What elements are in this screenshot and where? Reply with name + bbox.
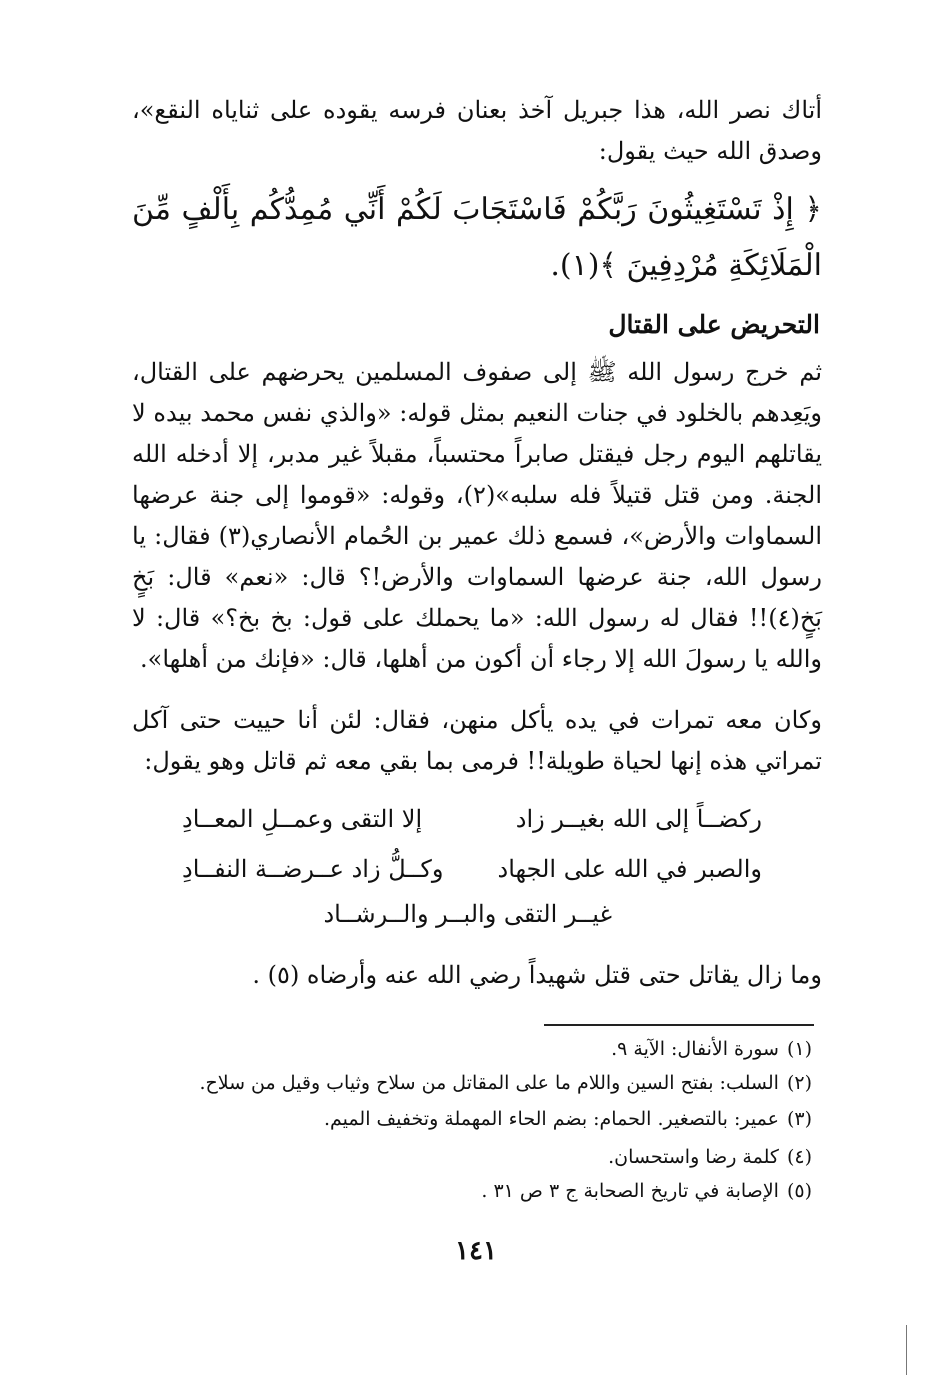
footnote <box>611 1038 812 1070</box>
poem-hemistich-left: إلا التقى وعمــلِ المعــادِ <box>182 805 423 833</box>
paragraph-2: ثم خرج رسول الله ﷺ إلى صفوف المسلمين يحرضهم على القتال، ويَعِدهم بالخلود في جنات النعيم بمثل قوله: «والذي نفس محمد بيده لا يقاتلهم اليوم رجل فيقتل صابراً محتسباً، مقبلاً غير مدبر، إلا أدخله الله الجنة. ومن قتل قتيلاً فله سلبه»(٢)، وقوله: «قوموا إلى جنة عرضها السماوات والأرض»، فسمع ذلك عمير بن الحُمام الأنصاري(٣) فقال: يا رسول الله، جنة عرضها السماوات والأرض!؟ قال: «نعم» قال: بَخٍ بَخٍ(٤)!! فقال له رسول الله: «ما يحملك على قول: بخ بخ؟» قال: لا والله يا رسولَ الله إلا رجاء أن أكون من أهلها، قال: «فإنك من أهلها». <box>132 358 823 673</box>
poem-hemistich-right: والصبر في الله على الجهاد <box>497 855 762 883</box>
poem-line <box>162 900 762 940</box>
paragraph-4: وما زال يقاتل حتى قتل شهيداً رضي الله عنه وأرضاه (٥) . <box>252 961 822 989</box>
footnote-number: (٥) <box>786 1180 812 1202</box>
paragraph-1: أتاك نصر الله، هذا جبريل آخذ بعنان فرسه يقوده على ثناياه النقع»، وصدق الله حيث يقول: <box>132 96 822 165</box>
footnote-separator <box>544 1024 814 1026</box>
footnote-number: (٢) <box>786 1072 812 1094</box>
footnote-number: (٤) <box>786 1146 812 1168</box>
poem-line <box>162 855 762 895</box>
poem-hemistich-center: غيــر التقى والبــر والــرشــاد <box>323 900 612 928</box>
poem-line <box>162 805 762 845</box>
footnote-text: الإصابة في تاريخ الصحابة ج ٣ ص ٣١ . <box>481 1180 779 1202</box>
footnote <box>608 1146 812 1178</box>
poem-hemistich-left: وكــلُّ زاد عــرضــة النفــادِ <box>182 855 444 883</box>
section-heading: التحريض على القتال <box>608 310 820 339</box>
footnote-text: عمير: بالتصغير. الحمام: بضم الحاء المهملة وتخفيف الميم. <box>324 1108 779 1130</box>
footnote <box>199 1072 812 1104</box>
scan-edge-line <box>906 1325 907 1375</box>
footnote-number: (٣) <box>786 1108 812 1130</box>
footnote <box>481 1180 812 1212</box>
footnote-text: سورة الأنفال: الآية ٩. <box>611 1038 779 1060</box>
footnote-text: كلمة رضا واستحسان. <box>608 1146 779 1168</box>
footnote-number: (١) <box>786 1038 812 1060</box>
page-number: ١٤١ <box>455 1236 497 1266</box>
paragraph-3: وكان معه تمرات في يده يأكل منهن، فقال: لئن أنا حييت حتى آكل تمراتي هذه إنها لحياة طويلة!! فرمى بما بقي معه ثم قاتل وهو يقول: <box>132 706 822 775</box>
quran-verse: ﴿ إِذْ تَسْتَغِيثُونَ رَبَّكُمْ فَاسْتَجَابَ لَكُمْ أَنِّي مُمِدُّكُم بِأَلْفٍ مِّنَ الْمَلَائِكَةِ مُرْدِفِينَ ﴾(١). <box>132 192 822 283</box>
footnote <box>324 1108 812 1140</box>
poem-hemistich-right: ركضــاً إلى الله بغيــر زاد <box>515 805 762 833</box>
footnote-text: السلب: بفتح السين واللام ما على المقاتل من سلاح وثياب وقيل من سلاح. <box>199 1072 779 1094</box>
